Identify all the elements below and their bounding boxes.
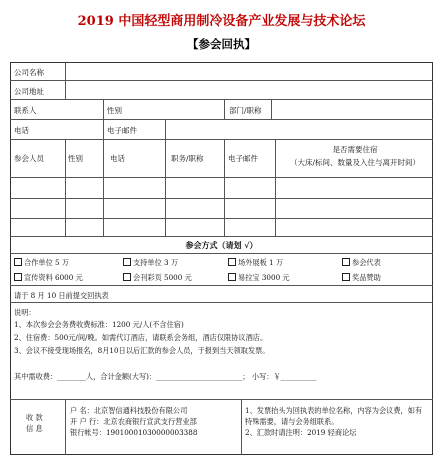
option-prize-sponsor[interactable]: 奖品赞助: [342, 273, 381, 283]
notes-label: 说明：: [14, 308, 36, 317]
option-rollup-banner[interactable]: 易拉宝 3000 元: [228, 273, 290, 283]
lodging-header-line1: 是否需要住宿: [332, 145, 378, 154]
option-color-page[interactable]: 会刊彩页 5000 元: [123, 273, 192, 283]
payment-label: 收 款 信 息: [26, 413, 43, 434]
lodging-header-line2: （大床/标间、数量及入住与离开时间）: [289, 158, 421, 167]
attendee-gender-header: 性别: [68, 154, 83, 163]
participation-title: 参会方式（请划 √）: [185, 240, 258, 250]
fee-line: 其中需收费：________人，合计金额(大写)：________________________； 小写：￥__________: [14, 372, 317, 381]
payment-details: [70, 405, 197, 438]
option-promo-material[interactable]: 宣传资料 6000 元: [14, 273, 83, 283]
deadline-row: [10, 286, 433, 303]
divider: [165, 120, 166, 140]
attendee-header: 参会人员: [14, 154, 44, 163]
attendee-row: [10, 178, 433, 199]
email-label: 电子邮件: [107, 126, 137, 135]
attendee-position-header: 职务/职称: [171, 154, 204, 163]
option-cooperation[interactable]: 合作单位 5 万: [14, 258, 69, 268]
position-label: 部门/职称: [229, 106, 262, 115]
participation-title-row: [10, 237, 433, 254]
contact-label: 联系人: [14, 106, 37, 115]
divider: [241, 400, 242, 455]
divider: [224, 140, 225, 237]
invoice-tip: 1、发票抬头为回执表的单位名称，内容为会议费，如有特殊需要，请与会务组联系。: [245, 406, 423, 427]
phone-label: 电话: [14, 126, 29, 135]
divider: [271, 100, 272, 120]
note-item: 2、住宿费：500元/间/晚。如需代订酒店，请联系会务组，酒店仅限协议酒店。: [14, 333, 268, 342]
divider: [103, 120, 104, 140]
divider: [275, 140, 276, 237]
phone-row: [10, 120, 433, 140]
attendee-email-header: 电子邮件: [228, 154, 258, 163]
option-delegate[interactable]: 参会代表: [342, 258, 381, 268]
option-support[interactable]: 支持单位 3 万: [123, 258, 178, 268]
option-exhibit-board[interactable]: 场外展板 1 万: [228, 258, 283, 268]
divider: [65, 400, 66, 455]
attendee-row: [10, 199, 433, 219]
note-item: 3、会议不接受现场报名，8月10日以后汇款的参会人员，于报到当天领取发票。: [14, 346, 270, 355]
attendee-phone-header: 电话: [110, 154, 125, 163]
divider: [103, 140, 104, 237]
attendee-row: [10, 219, 433, 237]
gender-label: 性别: [107, 106, 122, 115]
account-number: 银行帐号：19010001030000003388: [70, 428, 198, 438]
company-address-row: [10, 81, 433, 100]
form-subtitle: 【参会回执】: [187, 37, 256, 51]
divider: [165, 140, 166, 237]
company-address-label: 公司地址: [14, 87, 44, 96]
note-item: 1、本次参会会务费收费标准：1200 元/人(不含住宿): [14, 320, 184, 329]
payment-tips: [245, 405, 429, 438]
company-name-label: 公司名称: [14, 68, 44, 77]
contact-row: [10, 100, 433, 120]
participation-options-row: [10, 254, 433, 286]
notes-row: [10, 303, 433, 400]
page-title: 2019 中国轻型商用制冷设备产业发展与技术论坛: [77, 14, 366, 29]
divider: [65, 140, 66, 237]
remittance-tip: 2、汇款时请注明：2019 轻商论坛: [245, 428, 357, 438]
company-name-row: [10, 62, 433, 81]
account-name: 户 名：北京智信通科技股份有限公司: [70, 406, 188, 415]
bank-name: 开 户 行：北京农商银行宣武支行营业部: [70, 417, 197, 427]
deadline-note: 请于 8 月 10 日前提交回执表: [14, 291, 109, 300]
divider: [224, 100, 225, 120]
divider: [103, 100, 104, 120]
